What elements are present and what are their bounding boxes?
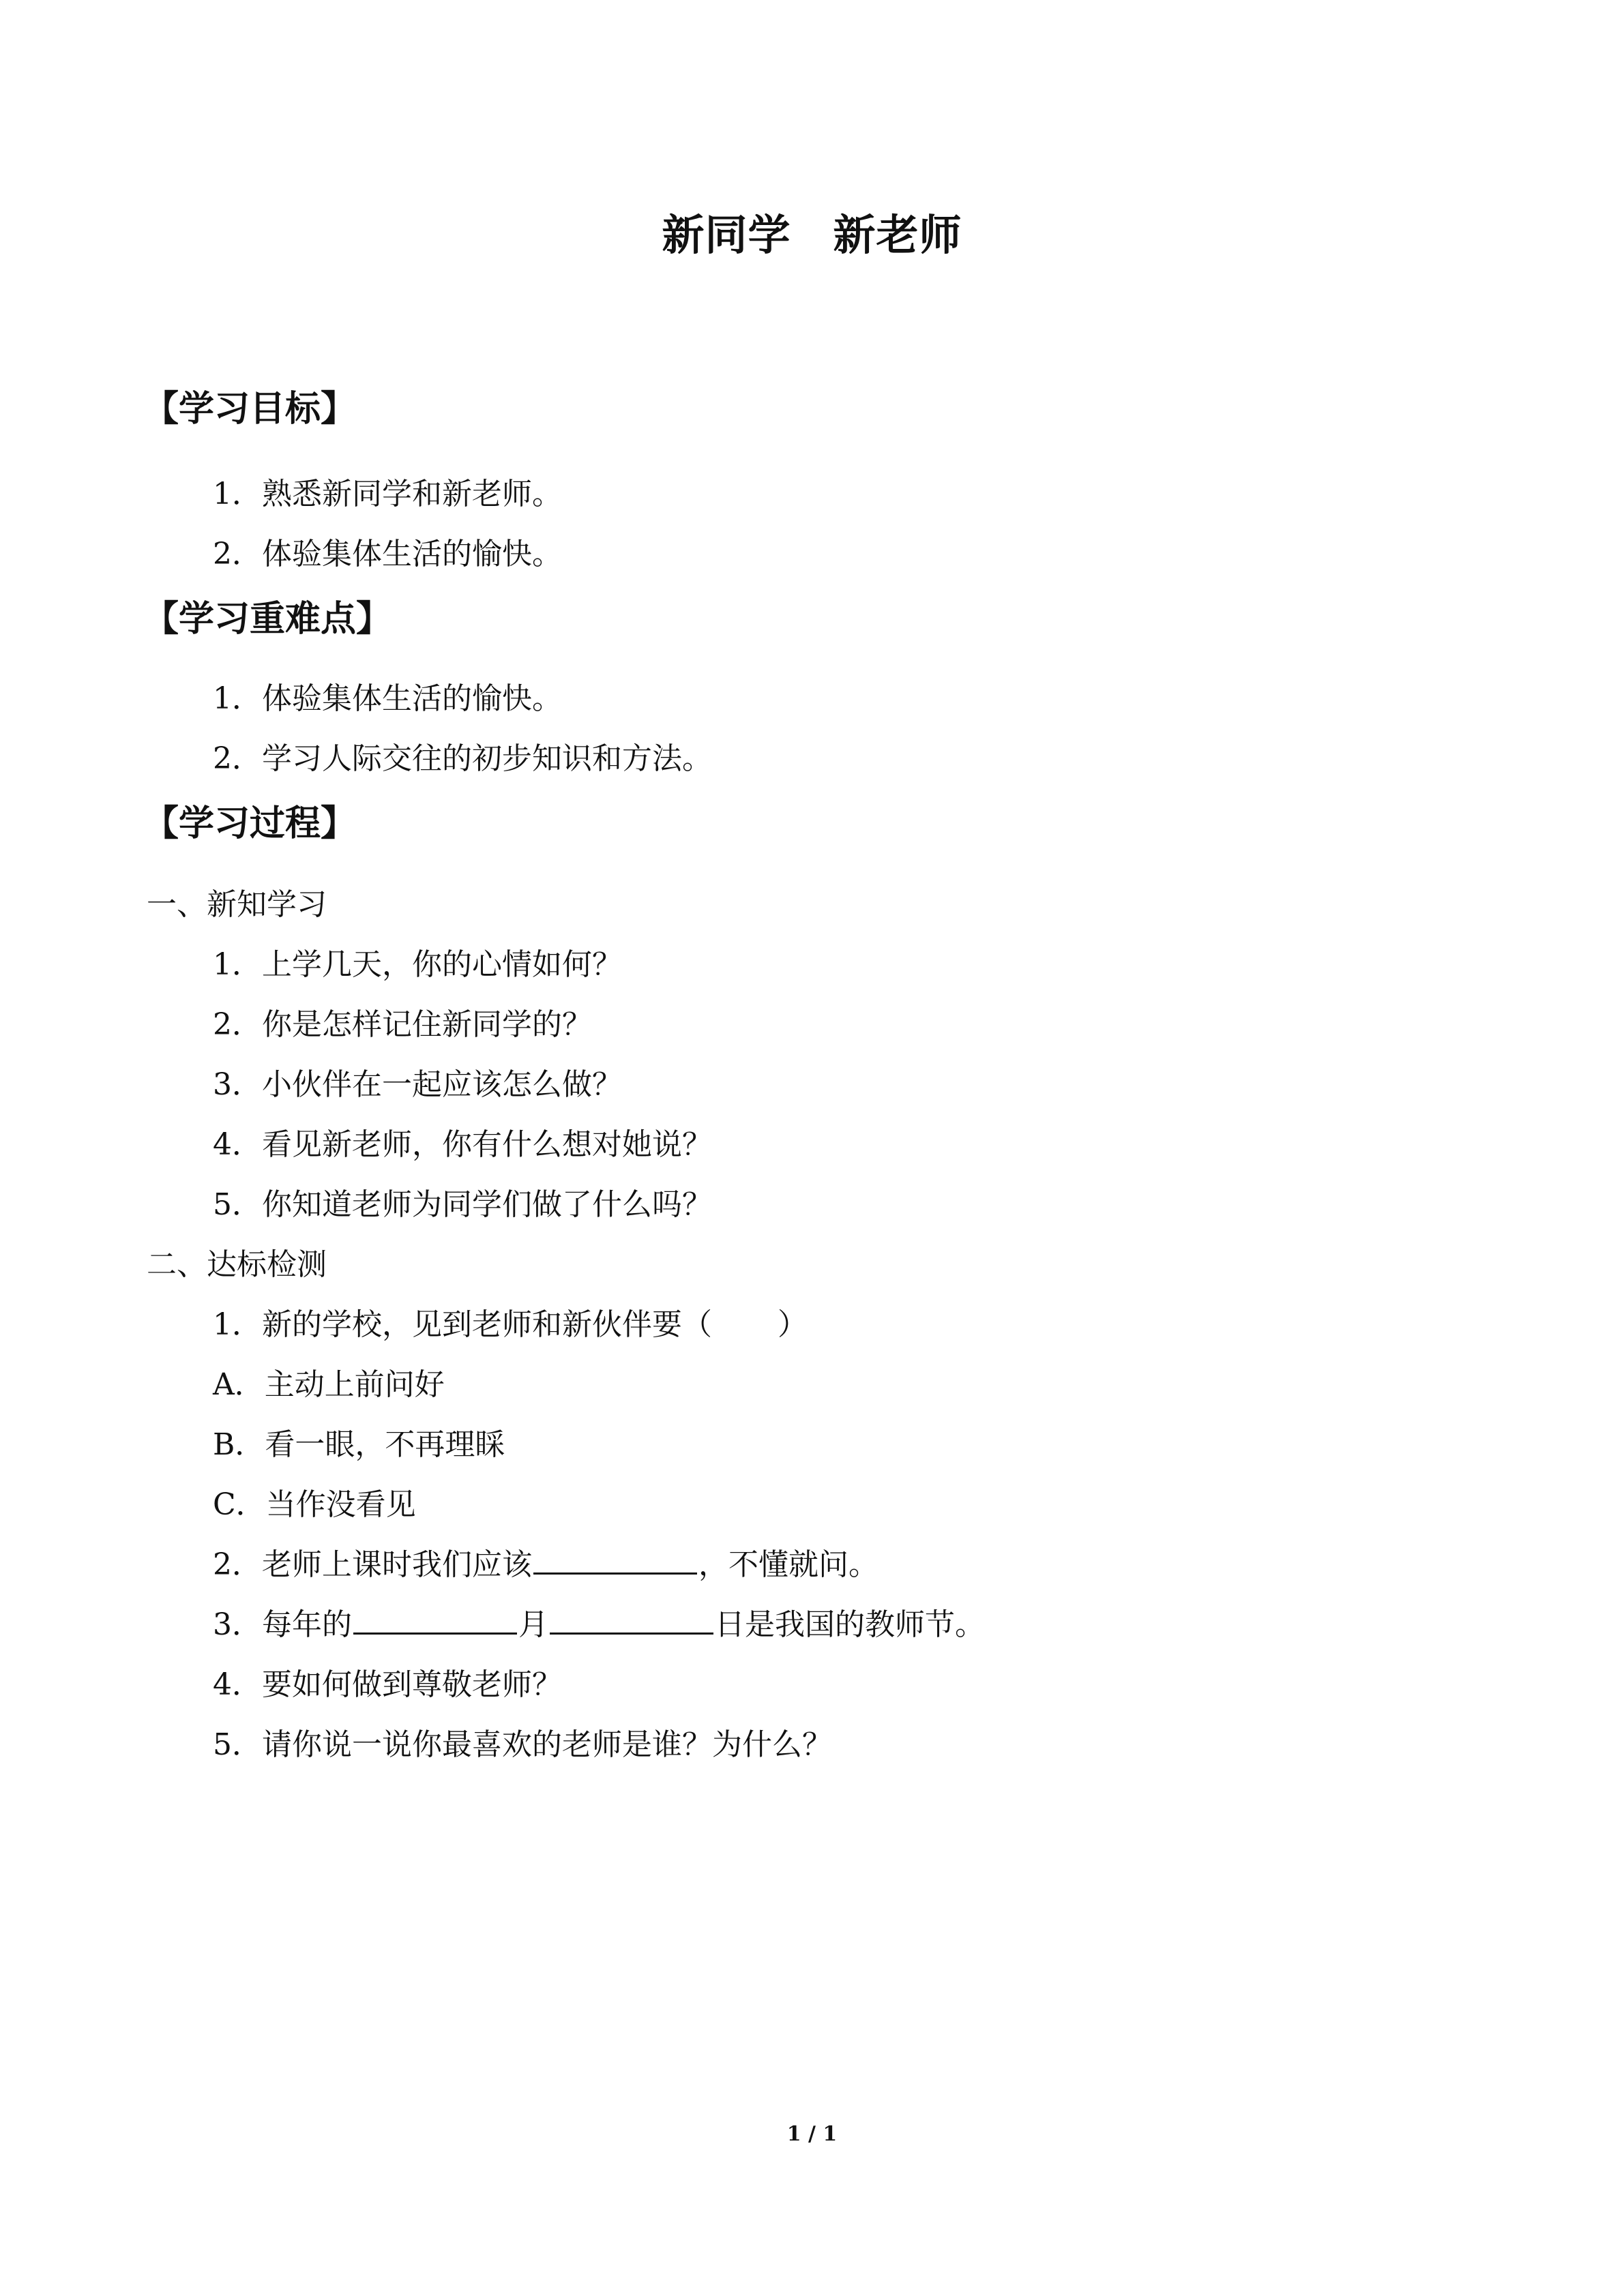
objective-item-1: 1．熟悉新同学和新老师。 <box>213 477 562 511</box>
key-points-heading: 【学习重难点】 <box>143 598 392 640</box>
question-5: 5．请你说一说你最喜欢的老师是谁？为什么？ <box>213 1727 832 1762</box>
option-a: A．主动上前问好 <box>213 1367 445 1402</box>
question-3: 3．每年的 月 日是我国的教师节。 <box>213 1601 985 1649</box>
part1-item-4: 4．看见新老师，你有什么想对她说？ <box>213 1127 712 1162</box>
part1-item-3: 3．小伙伴在一起应该怎么做？ <box>213 1067 622 1102</box>
question-4: 4．要如何做到尊敬老师？ <box>213 1667 562 1702</box>
part2-label: 二、达标检测 <box>147 1247 327 1282</box>
page-number: 1 / 1 <box>786 2122 838 2146</box>
question-2: 2．老师上课时我们应该 ，不懂就问。 <box>213 1541 879 1589</box>
part1-item-5: 5．你知道老师为同学们做了什么吗？ <box>213 1187 712 1222</box>
fill-blank-month <box>353 1602 517 1635</box>
key-point-item-1: 1．体验集体生活的愉快。 <box>213 681 562 716</box>
option-c: C．当作没看见 <box>213 1487 416 1522</box>
key-point-item-2: 2．学习人际交往的初步知识和方法。 <box>213 741 712 776</box>
part1-label: 一、新知学习 <box>147 887 327 922</box>
question-1: 1．新的学校，见到老师和新伙伴要（ ） <box>213 1307 808 1342</box>
title-part-1: 新同学 <box>662 210 791 260</box>
fill-blank-day <box>550 1602 713 1635</box>
part1-item-1: 1．上学几天，你的心情如何？ <box>213 947 622 982</box>
title-part-2: 新老师 <box>833 210 962 260</box>
option-b: B．看一眼，不再理睬 <box>213 1427 505 1462</box>
document-title <box>0 205 1624 266</box>
fill-blank <box>533 1542 697 1575</box>
objectives-heading: 【学习目标】 <box>143 388 357 430</box>
part1-item-2: 2．你是怎样记住新同学的？ <box>213 1007 592 1042</box>
process-heading: 【学习过程】 <box>143 803 357 844</box>
objective-item-2: 2．体验集体生活的愉快。 <box>213 537 562 571</box>
